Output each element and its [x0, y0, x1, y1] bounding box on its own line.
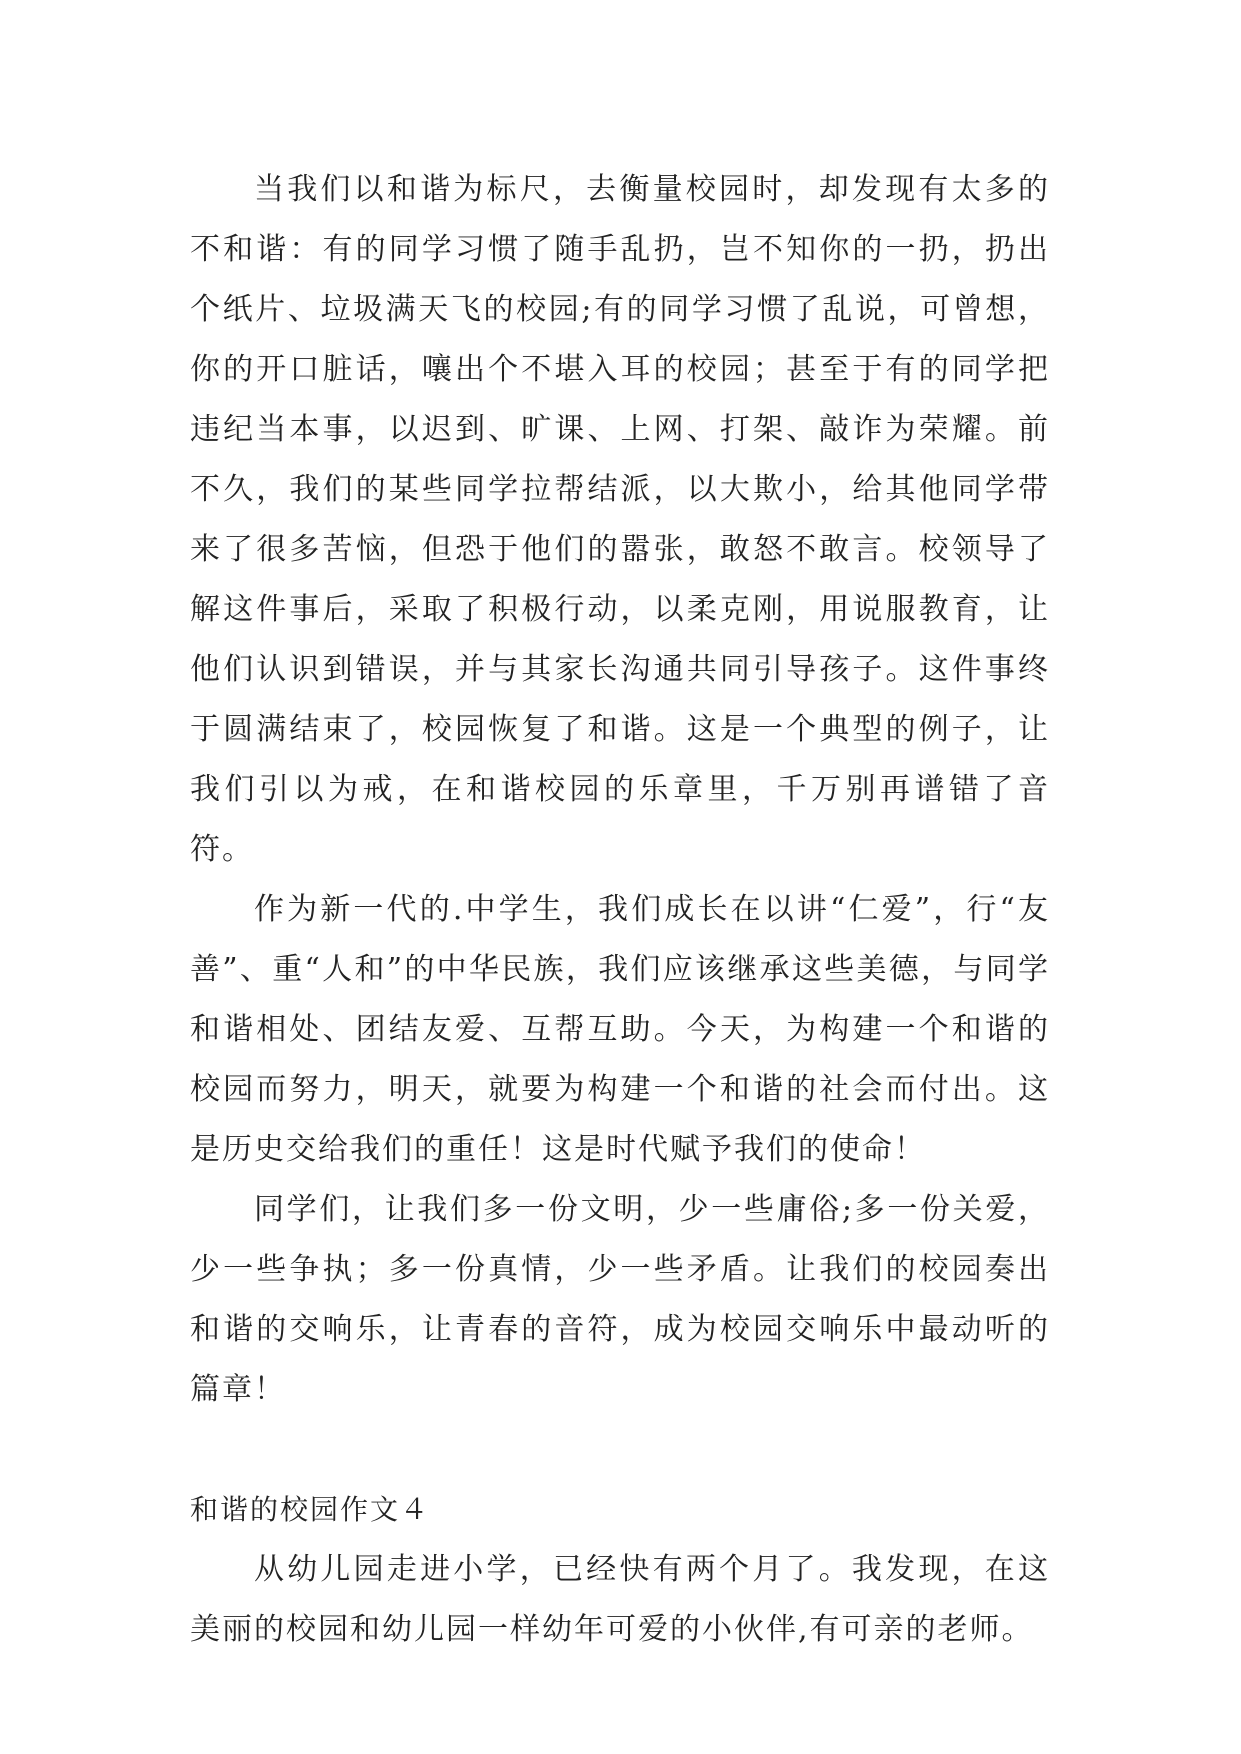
paragraph-call-to-action: 同学们，让我们多一份文明，少一些庸俗;多一份关爱，少一些争执；多一份真情，少一些矛盾。让我们的校园奏出和谐的交响乐，让青春的音符，成为校园交响乐中最动听的篇章！	[190, 1192, 1050, 1407]
essay-body	[190, 160, 1050, 1660]
paragraph-new-generation: 作为新一代的.中学生，我们成长在以讲“仁爱”，行“友善”、重“人和”的中华民族，我们应该继承这些美德，与同学和谐相处、团结友爱、互帮互助。今天，为构建一个和谐的校园而努力，明天，就要为构建一个和谐的社会而付出。这是历史交给我们的重任！这是时代赋予我们的使命！	[190, 892, 1050, 1167]
paragraph-kindergarten: 从幼儿园走进小学，已经快有两个月了。我发现，在这美丽的校园和幼儿园一样幼年可爱的小伙伴,有可亲的老师。	[190, 1552, 1050, 1647]
paragraph-disharmony: 当我们以和谐为标尺，去衡量校园时，却发现有太多的不和谐：有的同学习惯了随手乱扔，岂不知你的一扔，扔出个纸片、垃圾满天飞的校园;有的同学习惯了乱说，可曾想，你的开口脏话，嚷出个不堪入耳的校园；甚至于有的同学把违纪当本事，以迟到、旷课、上网、打架、敲诈为荣耀。前不久，我们的某些同学拉帮结派，以大欺小，给其他同学带来了很多苦恼，但恐于他们的嚣张，敢怒不敢言。校领导了解这件事后，采取了积极行动，以柔克刚，用说服教育，让他们认识到错误，并与其家长沟通共同引导孩子。这件事终于圆满结束了，校园恢复了和谐。这是一个典型的例子，让我们引以为戒，在和谐校园的乐章里，千万别再谱错了音符。	[190, 172, 1050, 867]
essay-heading: 和谐的校园作文４	[190, 1493, 431, 1526]
